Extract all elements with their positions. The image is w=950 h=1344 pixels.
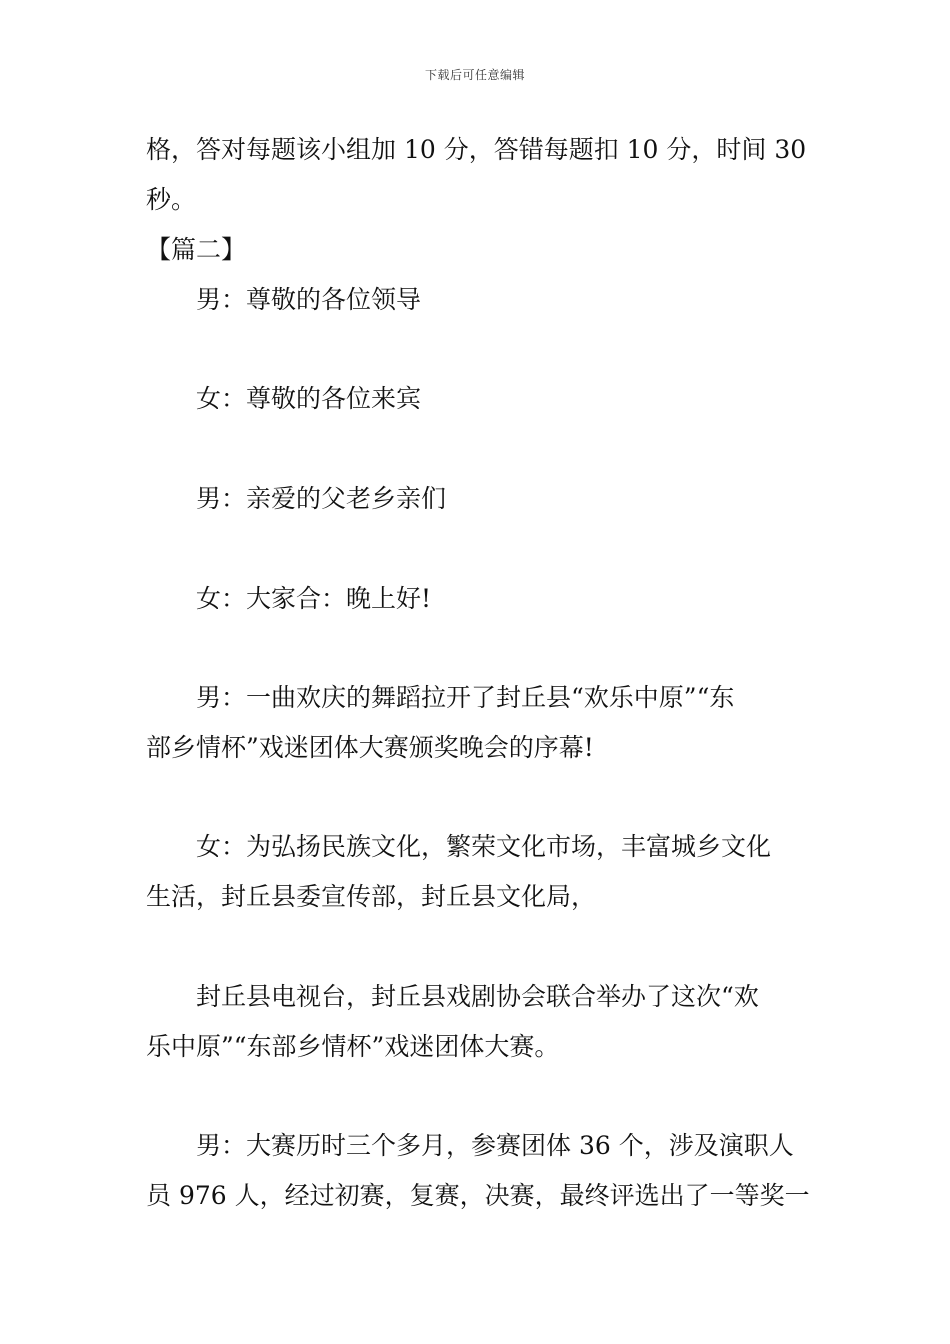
text-line: 部乡情杯”戏迷团体大赛颁奖晚会的序幕! xyxy=(146,733,594,762)
page-header: 下载后可任意编辑 xyxy=(424,68,525,82)
text-line: 秒。 xyxy=(146,185,197,214)
text-line: 封丘县电视台，封丘县戏剧协会联合举办了这次“欢 xyxy=(146,982,759,1011)
text-line: 生活，封丘县委宣传部，封丘县文化局， xyxy=(146,882,597,911)
text-line: 男：大赛历时三个多月，参赛团体 36 个，涉及演职人 xyxy=(146,1131,794,1160)
text-line: 男：亲爱的父老乡亲们 xyxy=(146,484,447,513)
text-line: 男：尊敬的各位领导 xyxy=(146,285,422,314)
section-heading: 【篇二】 xyxy=(146,235,247,264)
text-line: 乐中原”“东部乡情杯”戏迷团体大赛。 xyxy=(146,1032,560,1061)
text-line: 格，答对每题该小组加 10 分，答错每题扣 10 分，时间 30 xyxy=(146,135,807,164)
text-line: 女：尊敬的各位来宾 xyxy=(146,384,422,413)
text-line: 男：一曲欢庆的舞蹈拉开了封丘县“欢乐中原”“东 xyxy=(146,683,735,712)
text-line: 员 976 人，经过初赛，复赛，决赛，最终评选出了一等奖一 xyxy=(146,1181,810,1210)
text-line: 女：大家合：晚上好! xyxy=(146,584,432,613)
text-line: 女：为弘扬民族文化，繁荣文化市场，丰富城乡文化 xyxy=(146,832,772,861)
